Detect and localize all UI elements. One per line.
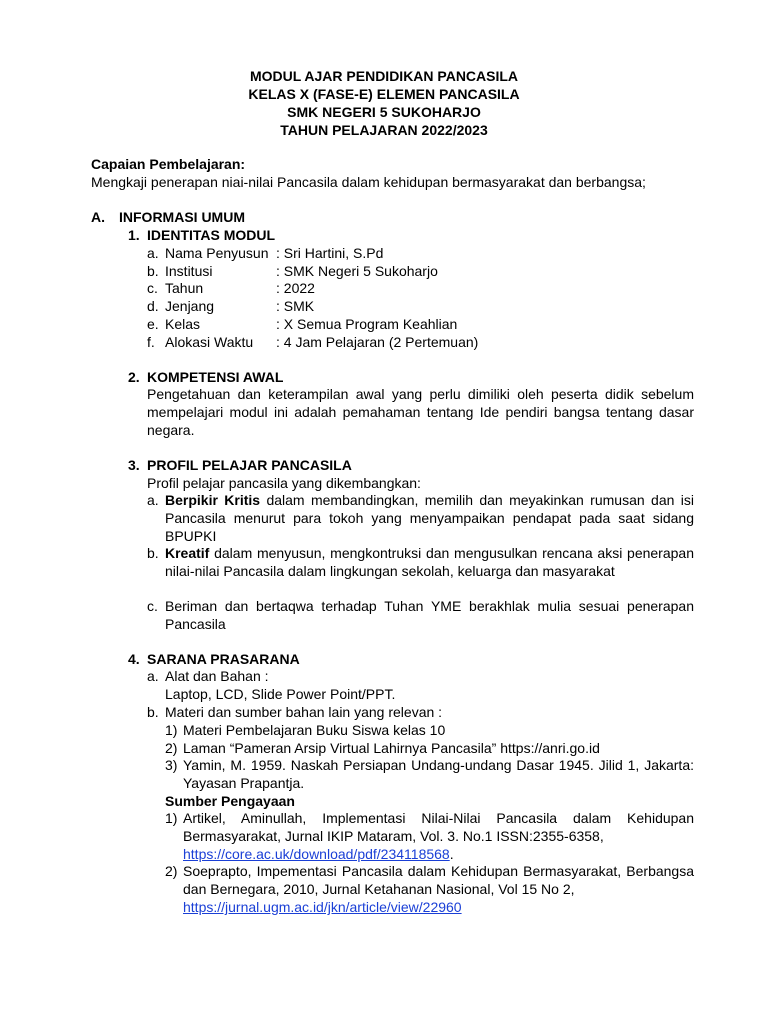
pengayaan-item-number: 2) <box>165 863 178 879</box>
doc-title-line-4: TAHUN PELAJARAN 2022/2023 <box>280 122 488 138</box>
sarana-number: 4. <box>128 651 140 667</box>
profil-item-text: Beriman dan bertaqwa terhadap Tuhan YME berakhlak mulia sesuai penerapan Pancasila <box>165 598 694 632</box>
sarana-b-letter: b. <box>147 704 159 720</box>
identitas-letter: b. <box>147 263 159 279</box>
pengayaan-link[interactable]: https://jurnal.ugm.ac.id/jkn/article/view/22960 <box>183 899 462 915</box>
profil-item-text: dalam menyusun, mengkontruksi dan mengusulkan rencana aksi penerapan nilai-nilai Pancasila dalam lingkungan sekolah, keluarga dan masyarakat <box>165 545 694 579</box>
identitas-value: : SMK Negeri 5 Sukoharjo <box>276 263 438 279</box>
pengayaan-item-text: Artikel, Aminullah, Implementasi Nilai-Nilai Pancasila dalam Kehidupan Bermasyarakat, Jurnal IKIP Mataram, Vol. 3. No.1 ISSN:2355-6358, <box>183 810 694 844</box>
identitas-letter: c. <box>147 280 158 296</box>
doc-title-line-3: SMK NEGERI 5 SUKOHARJO <box>287 104 481 120</box>
profil-item <box>165 491 694 545</box>
profil-item <box>165 544 694 580</box>
materi-item-number: 3) <box>165 757 178 773</box>
kompetensi-title: KOMPETENSI AWAL <box>147 369 284 385</box>
pengayaan-item <box>183 862 694 916</box>
profil-intro: Profil pelajar pancasila yang dikembangkan: <box>147 475 421 491</box>
doc-title-line-2: KELAS X (FASE-E) ELEMEN PANCASILA <box>248 86 520 102</box>
profil-item-letter: a. <box>147 492 159 508</box>
profil-number: 3. <box>128 457 140 473</box>
pengayaan-item-after: . <box>449 846 454 862</box>
profil-item <box>165 597 694 633</box>
materi-item-text: Yamin, M. 1959. Naskah Persiapan Undang-undang Dasar 1945. Jilid 1, Jakarta: Yayasan Prapantja. <box>183 757 694 791</box>
profil-title: PROFIL PELAJAR PANCASILA <box>147 457 352 473</box>
materi-item-number: 2) <box>165 740 178 756</box>
profil-item-text: dalam membandingkan, memilih dan meyakinkan rumusan dan isi Pancasila menurut para tokoh yang menyampaikan pendapat pada saat sidang BPUPKI <box>165 492 694 544</box>
identitas-value: : Sri Hartini, S.Pd <box>276 245 384 261</box>
identitas-number: 1. <box>128 227 140 243</box>
section-a-title: INFORMASI UMUM <box>119 209 245 225</box>
identitas-title: IDENTITAS MODUL <box>147 227 276 243</box>
profil-item-bold: Berpikir Kritis <box>165 492 261 508</box>
identitas-value: : 4 Jam Pelajaran (2 Pertemuan) <box>276 334 479 350</box>
materi-item-number: 1) <box>165 722 178 738</box>
identitas-letter: a. <box>147 245 159 261</box>
sarana-a-label: Alat dan Bahan : <box>165 668 269 684</box>
identitas-letter: f. <box>147 334 155 350</box>
capaian-label: Capaian Pembelajaran: <box>91 156 246 172</box>
pengayaan-link[interactable]: https://core.ac.uk/download/pdf/234118568 <box>183 846 450 862</box>
identitas-letter: e. <box>147 316 159 332</box>
pengayaan-item-number: 1) <box>165 810 178 826</box>
materi-item-text: Laman “Pameran Arsip Virtual Lahirnya Pancasila” https://anri.go.id <box>183 740 600 756</box>
identitas-label: Institusi <box>165 263 213 279</box>
identitas-label: Tahun <box>165 280 204 296</box>
identitas-label: Nama Penyusun <box>165 245 269 261</box>
pengayaan-item-text: Soeprapto, Impementasi Pancasila dalam Kehidupan Bermasyarakat, Berbangsa dan Bernegara, 2010, Jurnal Ketahanan Nasional, Vol 15 No 2, <box>183 863 694 897</box>
profil-item-letter: c. <box>147 598 158 614</box>
section-a-letter: A. <box>91 209 105 225</box>
identitas-label: Alokasi Waktu <box>165 334 254 350</box>
identitas-letter: d. <box>147 298 159 314</box>
sarana-title: SARANA PRASARANA <box>147 651 300 667</box>
sarana-a-text: Laptop, LCD, Slide Power Point/PPT. <box>165 686 396 702</box>
identitas-label: Jenjang <box>165 298 215 314</box>
kompetensi-number: 2. <box>128 369 140 385</box>
pengayaan-item <box>183 809 694 863</box>
identitas-value: : SMK <box>276 298 315 314</box>
identitas-value: : X Semua Program Keahlian <box>276 316 458 332</box>
identitas-label: Kelas <box>165 316 201 332</box>
doc-title-line-1: MODUL AJAR PENDIDIKAN PANCASILA <box>249 68 519 84</box>
capaian-text: Mengkaji penerapan niai-nilai Pancasila dalam kehidupan bermasyarakat dan berbangsa; <box>91 174 646 190</box>
sarana-b-label: Materi dan sumber bahan lain yang relevan : <box>165 704 443 720</box>
profil-item-bold: Kreatif <box>165 545 210 561</box>
kompetensi-text: Pengetahuan dan keterampilan awal yang perlu dimiliki oleh peserta didik sebelum mempelajari modul ini adalah pemahaman tentang Ide pendiri bangsa tentang dasar negara. <box>147 386 694 438</box>
materi-item-text: Materi Pembelajaran Buku Siswa kelas 10 <box>183 722 446 738</box>
profil-item-letter: b. <box>147 545 159 561</box>
pengayaan-label: Sumber Pengayaan <box>165 793 295 809</box>
identitas-value: : 2022 <box>276 280 315 296</box>
sarana-a-letter: a. <box>147 668 159 684</box>
